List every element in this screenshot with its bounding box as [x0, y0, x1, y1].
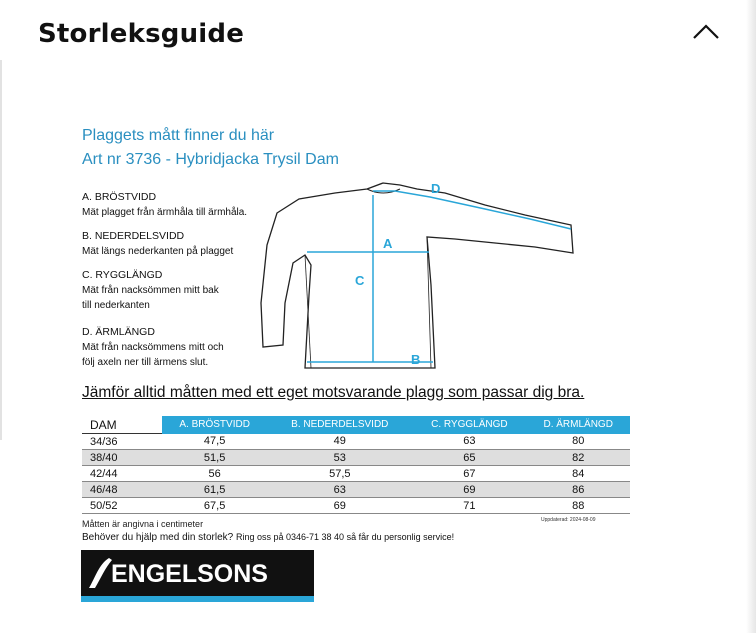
size-cell: 34/36	[82, 434, 162, 450]
collapse-button[interactable]	[688, 18, 724, 48]
value-cell: 84	[526, 466, 630, 482]
size-cell: 42/44	[82, 466, 162, 482]
value-cell: 86	[526, 482, 630, 498]
measurement-c	[82, 268, 272, 313]
size-cell: 50/52	[82, 498, 162, 514]
value-cell: 82	[526, 450, 630, 466]
measurement-desc: Mät längs nederkanten på plagget	[82, 246, 234, 257]
table-row	[82, 498, 630, 514]
value-cell: 63	[267, 482, 412, 498]
right-edge-shadow	[746, 0, 756, 633]
help-question: Behöver du hjälp med din storlek?	[82, 532, 234, 543]
measurement-a	[82, 190, 272, 220]
column-header: A. BRÖSTVIDD	[162, 416, 267, 434]
jacket-outline	[261, 183, 573, 368]
measurement-desc: till nederkanten	[82, 300, 150, 311]
table-row	[82, 482, 630, 498]
label-b: B	[411, 352, 421, 367]
value-cell: 71	[412, 498, 526, 514]
measurement-desc: Mät från nacksömmens mitt och	[82, 342, 224, 353]
column-header: C. RYGGLÄNGD	[412, 416, 526, 434]
engelsons-logo	[81, 550, 314, 602]
measurement-desc: Mät från nacksömmen mitt bak	[82, 285, 219, 296]
value-cell: 67,5	[162, 498, 267, 514]
label-a: A	[383, 236, 393, 251]
measurement-d	[82, 325, 272, 370]
updated-date: Uppdaterad: 2024-08-09	[541, 517, 596, 523]
value-cell: 51,5	[162, 450, 267, 466]
table-row	[82, 450, 630, 466]
measurement-desc: Mät plagget från ärmhåla till ärmhåla.	[82, 207, 248, 218]
column-header: DAM	[82, 416, 162, 434]
size-guide-title: Storleksguide	[38, 19, 245, 49]
value-cell: 56	[162, 466, 267, 482]
jacket-diagram	[255, 175, 580, 380]
label-c: C	[355, 273, 365, 288]
column-header: B. NEDERDELSVIDD	[267, 416, 412, 434]
value-cell: 63	[412, 434, 526, 450]
value-cell: 47,5	[162, 434, 267, 450]
measurement-title: A. BRÖSTVIDD	[82, 191, 157, 203]
value-cell: 80	[526, 434, 630, 450]
measurement-title: B. NEDERDELSVIDD	[82, 230, 185, 242]
article-heading: Art nr 3736 - Hybridjacka Trysil Dam	[82, 151, 339, 168]
measurement-desc: följ axeln ner till ärmens slut.	[82, 357, 209, 368]
chevron-up-icon	[688, 18, 724, 48]
table-row	[82, 434, 630, 450]
value-cell: 88	[526, 498, 630, 514]
units-footnote: Måtten är angivna i centimeter	[82, 519, 204, 529]
help-info: Ring oss på 0346-71 38 40 så får du personlig service!	[235, 532, 455, 542]
table-header-row	[82, 416, 630, 434]
value-cell: 53	[267, 450, 412, 466]
logo-graphic	[81, 550, 314, 602]
table-row	[82, 466, 630, 482]
column-header: D. ÄRMLÄNGD	[526, 416, 630, 434]
guide-heading: Plaggets mått finner du här	[82, 127, 275, 144]
value-cell: 69	[267, 498, 412, 514]
size-cell: 38/40	[82, 450, 162, 466]
size-cell: 46/48	[82, 482, 162, 498]
measurement-b	[82, 229, 272, 259]
value-cell: 65	[412, 450, 526, 466]
value-cell: 57,5	[267, 466, 412, 482]
value-cell: 49	[267, 434, 412, 450]
measurement-title: D. ÄRMLÄNGD	[82, 326, 155, 338]
logo-text: ENGELSONS	[111, 560, 268, 588]
value-cell: 69	[412, 482, 526, 498]
compare-note: Jämför alltid måtten med ett eget motsvarande plagg som passar dig bra.	[82, 384, 585, 401]
left-edge-line	[0, 60, 2, 440]
size-table	[82, 416, 630, 514]
value-cell: 67	[412, 466, 526, 482]
measurement-title: C. RYGGLÄNGD	[82, 269, 163, 281]
help-text	[82, 532, 454, 543]
value-cell: 61,5	[162, 482, 267, 498]
label-d: D	[431, 181, 441, 196]
